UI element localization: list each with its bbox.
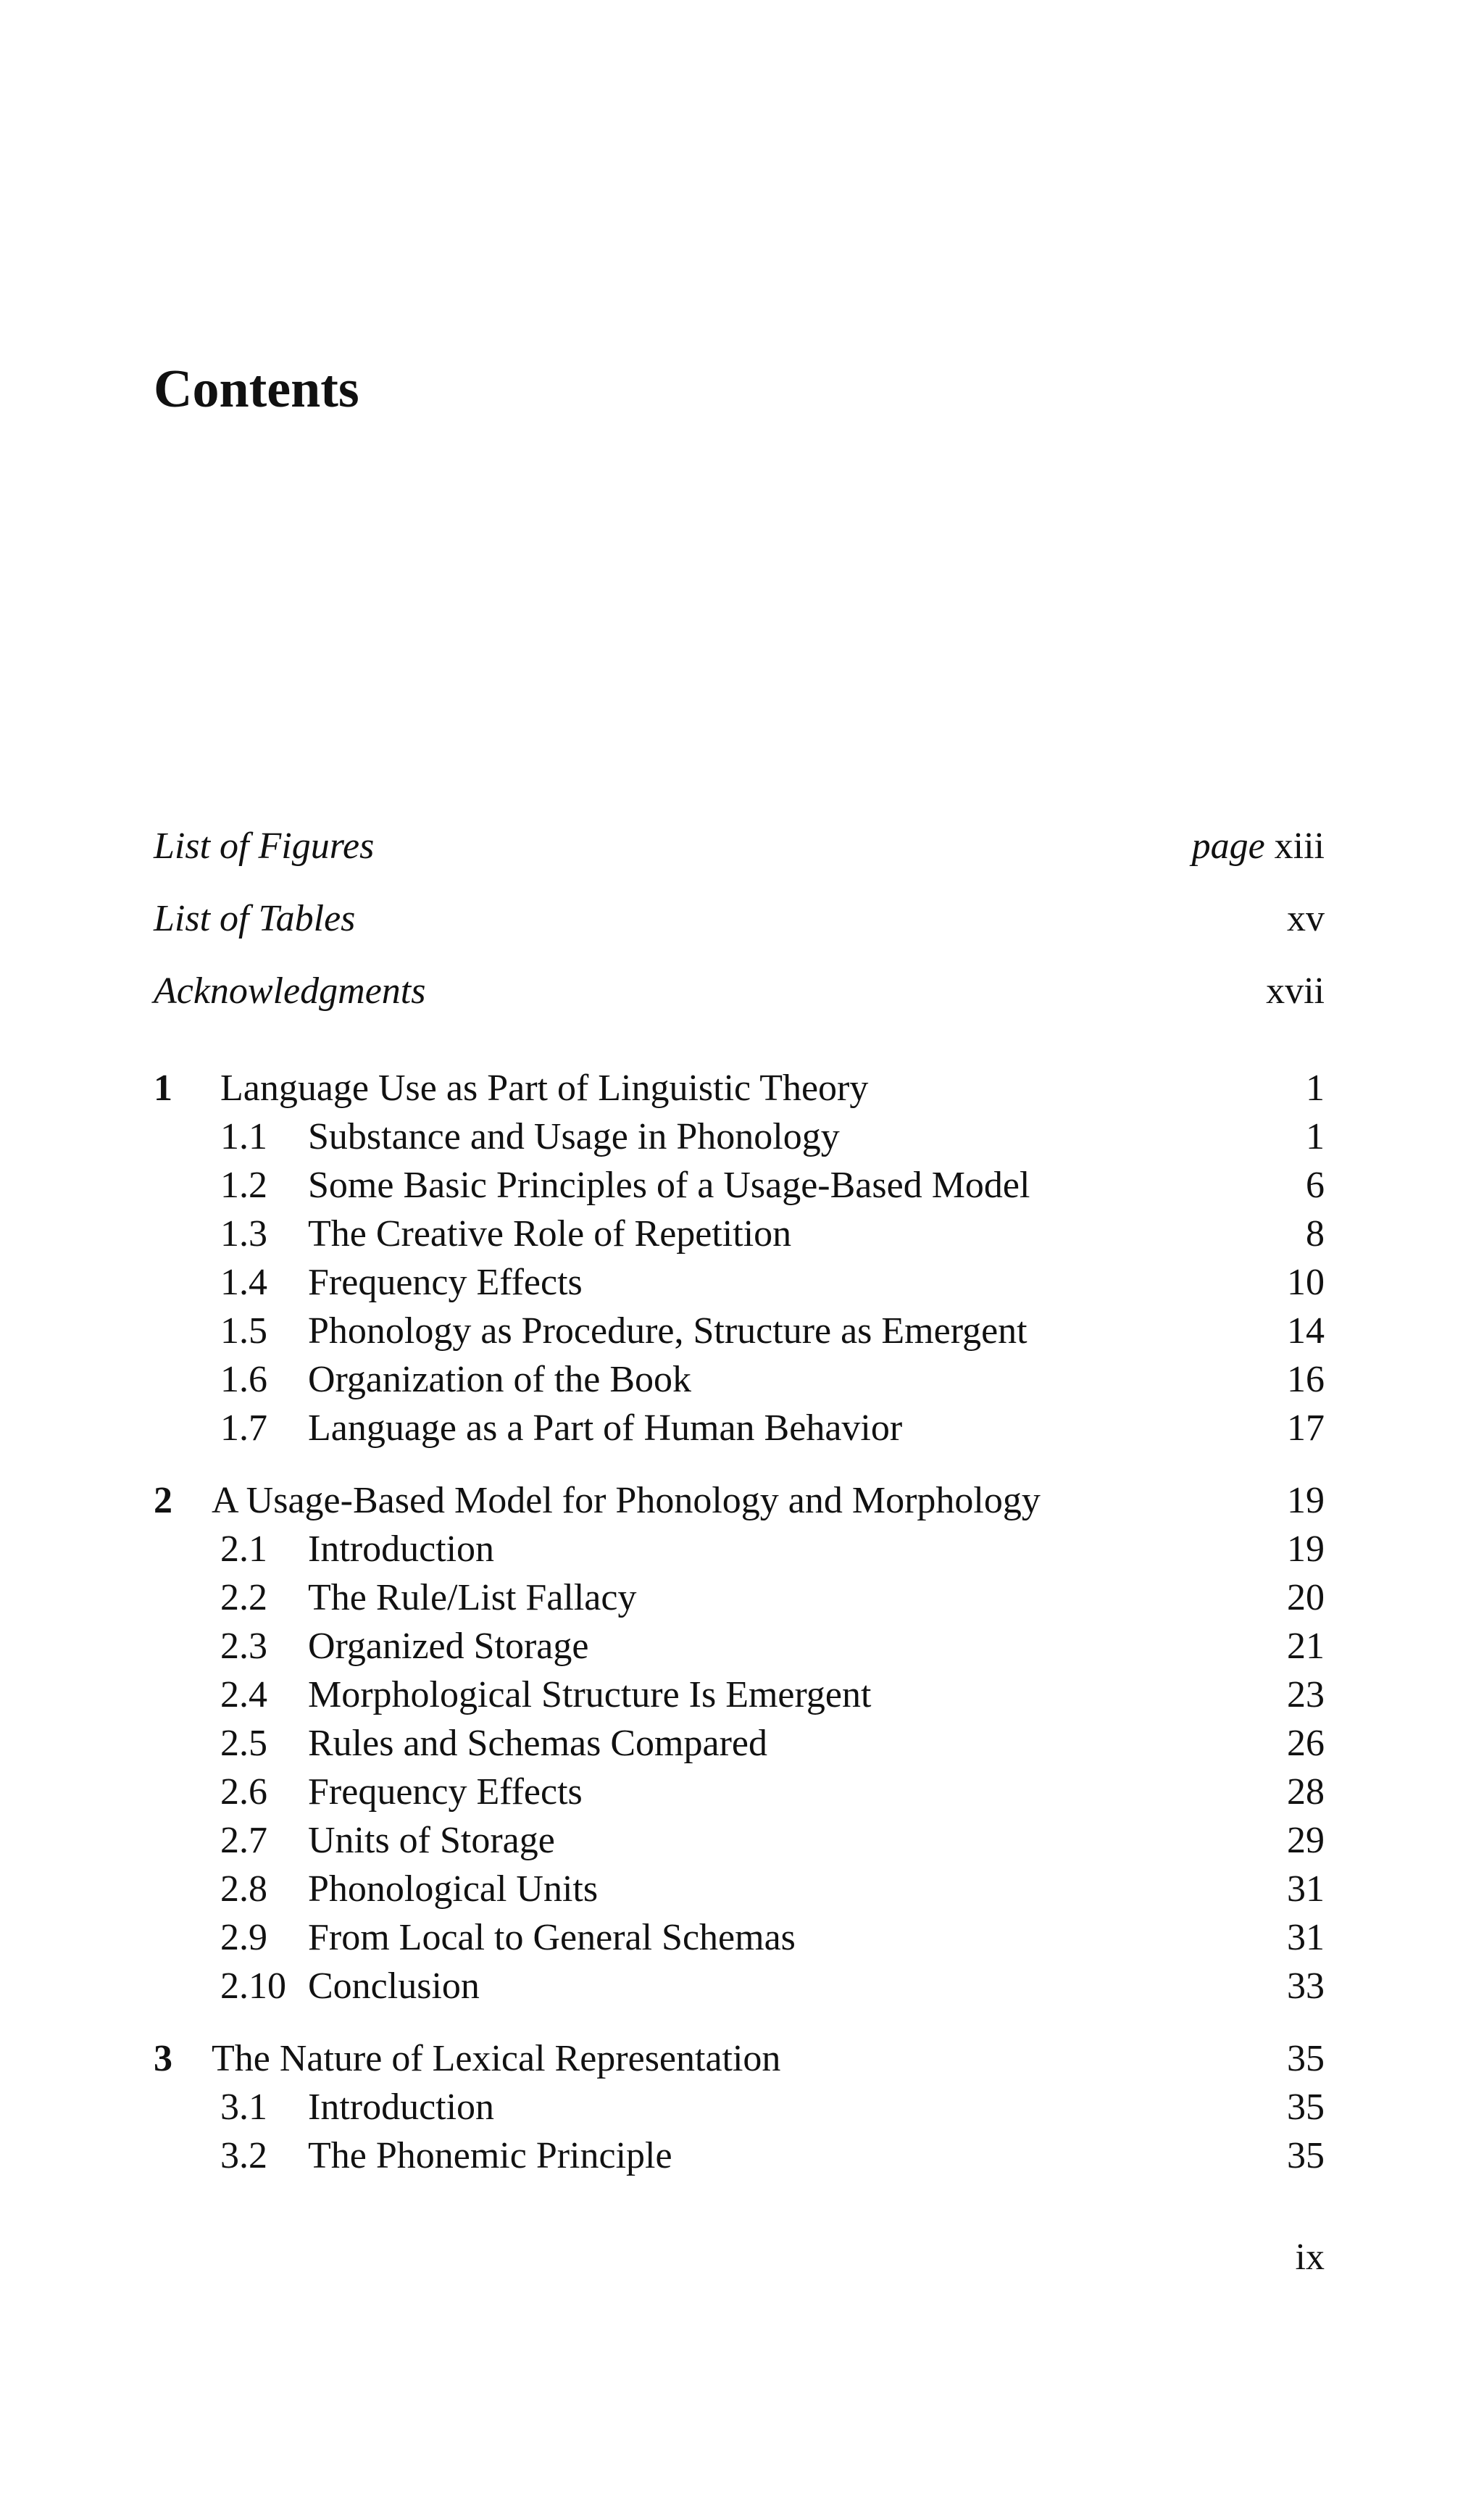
section-title: Frequency Effects	[308, 1771, 583, 1813]
section-number: 3.1	[220, 2087, 267, 2128]
section-number: 2.6	[220, 1771, 267, 1813]
toc-section-1-7[interactable]	[154, 1407, 1325, 1450]
toc-section-2-5[interactable]	[154, 1722, 1325, 1765]
section-number: 1.5	[220, 1310, 267, 1352]
section-title: Frequency Effects	[308, 1262, 583, 1303]
toc-page-number: 10	[1287, 1262, 1325, 1303]
toc-section-1-1[interactable]	[154, 1115, 1325, 1159]
toc-section-2-3[interactable]	[154, 1625, 1325, 1668]
toc-section-2-10[interactable]	[154, 1965, 1325, 2008]
toc-page-number: 35	[1287, 2135, 1325, 2176]
toc-page-number: 31	[1287, 1917, 1325, 1958]
section-title: Phonological Units	[308, 1868, 599, 1910]
toc-page-number: 35	[1287, 2087, 1325, 2128]
section-number: 2.3	[220, 1626, 267, 1667]
toc-section-1-4[interactable]	[154, 1261, 1325, 1305]
section-number: 1.2	[220, 1165, 267, 1206]
toc-page-number: 8	[1306, 1213, 1325, 1255]
toc-page-number: 20	[1287, 1577, 1325, 1618]
section-title: Some Basic Principles of a Usage-Based Model	[308, 1165, 1030, 1206]
section-title: The Phonemic Principle	[308, 2135, 672, 2176]
section-number: 1.6	[220, 1359, 267, 1400]
toc-section-2-1[interactable]	[154, 1528, 1325, 1571]
toc-page-number: 14	[1287, 1310, 1325, 1352]
section-number: 2.8	[220, 1868, 267, 1910]
section-title: Morphological Structure Is Emergent	[308, 1674, 872, 1715]
section-title: Units of Storage	[308, 1820, 555, 1861]
section-number: 2.7	[220, 1820, 267, 1861]
toc-page-number: 19	[1287, 1528, 1325, 1570]
chapter-title: Language Use as Part of Linguistic Theory	[220, 1068, 869, 1109]
toc-section-2-2[interactable]	[154, 1576, 1325, 1620]
toc-page-number: 6	[1306, 1165, 1325, 1206]
chapter-number: 3	[154, 2038, 172, 2079]
toc-section-1-3[interactable]	[154, 1212, 1325, 1256]
toc-page-number: 28	[1287, 1771, 1325, 1813]
section-number: 2.1	[220, 1528, 267, 1570]
toc-page-number: 1	[1306, 1068, 1325, 1109]
toc-page-number: 33	[1287, 1965, 1325, 2007]
toc-entry-title: List of Tables	[154, 898, 356, 939]
page-folio: ix	[1295, 2237, 1325, 2278]
section-number: 1.4	[220, 1262, 267, 1303]
section-title: Conclusion	[308, 1965, 480, 2007]
section-title: Language as a Part of Human Behavior	[308, 1407, 903, 1449]
toc-page-number	[1192, 825, 1325, 868]
toc-entry-title: Acknowledgments	[154, 970, 426, 1012]
toc-front-matter-list-of-tables[interactable]	[154, 897, 1325, 941]
toc-page-number: 19	[1287, 1480, 1325, 1521]
toc-page-number: xv	[1287, 898, 1325, 939]
toc-front-matter-list-of-figures[interactable]	[154, 825, 1325, 868]
toc-page-number: 1	[1306, 1116, 1325, 1157]
page-prefix: page	[1191, 825, 1265, 867]
toc-section-2-6[interactable]	[154, 1771, 1325, 1814]
section-number: 1.1	[220, 1116, 267, 1157]
page-number-value: xiii	[1274, 825, 1325, 867]
section-title: Substance and Usage in Phonology	[308, 1116, 840, 1157]
section-number: 2.4	[220, 1674, 267, 1715]
toc-page-number: 17	[1287, 1407, 1325, 1449]
section-title: From Local to General Schemas	[308, 1917, 796, 1958]
toc-page-number: 35	[1287, 2038, 1325, 2079]
toc-page-number: 26	[1287, 1723, 1325, 1764]
chapter-number: 2	[154, 1480, 172, 1521]
toc-front-matter-acknowledgments[interactable]	[154, 970, 1325, 1013]
toc-section-1-2[interactable]	[154, 1164, 1325, 1207]
toc-section-1-5[interactable]	[154, 1310, 1325, 1353]
section-number: 1.3	[220, 1213, 267, 1255]
toc-chapter-1[interactable]	[154, 1067, 1325, 1110]
chapter-number: 1	[154, 1068, 172, 1109]
section-number: 3.2	[220, 2135, 267, 2176]
section-title: Introduction	[308, 2087, 495, 2128]
toc-chapter-2[interactable]	[154, 1479, 1325, 1523]
page-title: Contents	[154, 359, 359, 419]
section-title: Organization of the Book	[308, 1359, 692, 1400]
toc-page-number: 31	[1287, 1868, 1325, 1910]
chapter-title: A Usage-Based Model for Phonology and Morphology	[212, 1480, 1041, 1521]
toc-section-2-8[interactable]	[154, 1868, 1325, 1911]
section-number: 2.5	[220, 1723, 267, 1764]
toc-section-2-7[interactable]	[154, 1819, 1325, 1863]
toc-section-3-1[interactable]	[154, 2086, 1325, 2129]
toc-page-number: 29	[1287, 1820, 1325, 1861]
section-title: The Creative Role of Repetition	[308, 1213, 792, 1255]
toc-section-2-4[interactable]	[154, 1673, 1325, 1717]
section-number: 1.7	[220, 1407, 267, 1449]
section-title: Introduction	[308, 1528, 495, 1570]
toc-page-number: xvii	[1266, 970, 1325, 1012]
toc-page-number: 16	[1287, 1359, 1325, 1400]
section-title: Rules and Schemas Compared	[308, 1723, 767, 1764]
section-title: Organized Storage	[308, 1626, 589, 1667]
toc-entry-title: List of Figures	[154, 825, 375, 867]
section-number: 2.2	[220, 1577, 267, 1618]
section-number: 2.10	[220, 1965, 286, 2007]
toc-section-2-9[interactable]	[154, 1916, 1325, 1960]
section-number: 2.9	[220, 1917, 267, 1958]
toc-page-number: 23	[1287, 1674, 1325, 1715]
toc-chapter-3[interactable]	[154, 2037, 1325, 2081]
toc-page-number: 21	[1287, 1626, 1325, 1667]
toc-section-1-6[interactable]	[154, 1358, 1325, 1402]
section-title: The Rule/List Fallacy	[308, 1577, 637, 1618]
chapter-title: The Nature of Lexical Representation	[212, 2038, 781, 2079]
toc-section-3-2[interactable]	[154, 2134, 1325, 2178]
section-title: Phonology as Procedure, Structure as Emergent	[308, 1310, 1027, 1352]
